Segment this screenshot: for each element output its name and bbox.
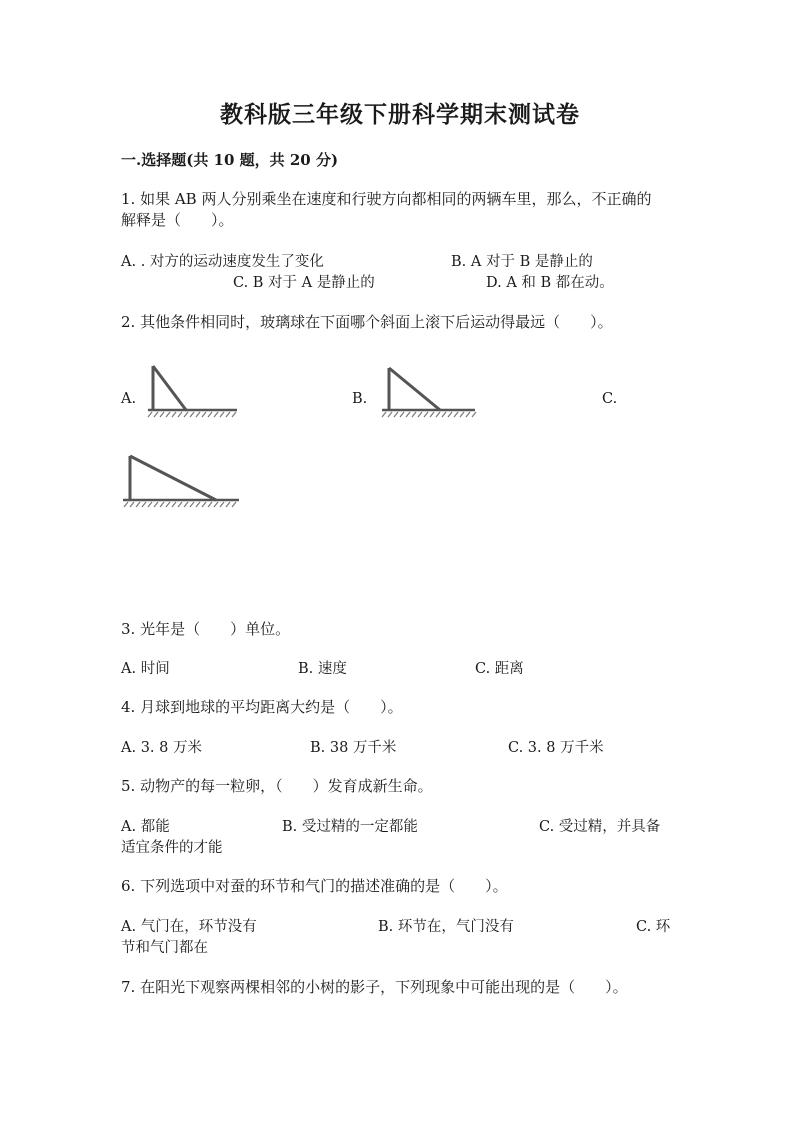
- question-6-option-b: B. 环节在，气门没有: [378, 919, 514, 935]
- question-3-line-1: 3. 光年是（ ）单位。: [121, 620, 291, 638]
- question-3-option-b: B. 速度: [298, 661, 347, 677]
- question-4-option-b: B. 38 万千米: [310, 740, 397, 756]
- question-4-option-c: C. 3. 8 万千米: [508, 740, 604, 756]
- question-1-line-1: 1. 如果 AB 两人分别乘坐在速度和行驶方向都相同的两辆车里，那么，不正确的: [121, 190, 652, 208]
- question-5-option-c: C. 受过精，并具备: [539, 819, 661, 835]
- question-3-option-a: A. 时间: [121, 661, 170, 677]
- question-1-line-2: 解释是（ ）。: [121, 211, 234, 229]
- question-6-option-a: A. 气门在，环节没有: [121, 919, 257, 935]
- section-heading: 一.选择题(共 10 题，共 20 分): [121, 151, 339, 169]
- question-1-option-d: D. A 和 B 都在动。: [486, 275, 614, 291]
- question-5-line-1: 5. 动物产的每一粒卵，（ ）发育成新生命。: [121, 777, 433, 795]
- question-1-option-a: A. . 对方的运动速度发生了变化: [121, 254, 324, 270]
- question-2-option-b: B.: [352, 391, 368, 407]
- page-title: 教科版三年级下册科学期末测试卷: [220, 101, 580, 128]
- slope-figure-a: [138, 362, 240, 422]
- question-5-option-a: A. 都能: [121, 819, 170, 835]
- question-6-option-c-continued: 节和气门都在: [121, 940, 208, 956]
- slope-figure-c: [120, 452, 242, 514]
- question-6-option-c: C. 环: [636, 919, 671, 935]
- question-4-option-a: A. 3. 8 万米: [121, 740, 202, 756]
- question-1-option-b: B. A 对于 B 是静止的: [451, 254, 593, 270]
- slope-figure-b: [374, 362, 478, 422]
- question-3-option-c: C. 距离: [475, 661, 524, 677]
- question-6-line-1: 6. 下列选项中对蚕的环节和气门的描述准确的是（ ）。: [121, 877, 508, 895]
- question-2-option-c: C.: [602, 391, 618, 407]
- question-5-option-b: B. 受过精的一定都能: [282, 819, 418, 835]
- question-7-line-1: 7. 在阳光下观察两棵相邻的小树的影子，下列现象中可能出现的是（ ）。: [121, 978, 628, 996]
- question-4-line-1: 4. 月球到地球的平均距离大约是（ ）。: [121, 698, 403, 716]
- question-1-option-c: C. B 对于 A 是静止的: [233, 275, 375, 291]
- question-2-option-a: A.: [121, 391, 137, 407]
- question-2-line-1: 2. 其他条件相同时，玻璃球在下面哪个斜面上滚下后运动得最远（ ）。: [121, 313, 613, 331]
- question-5-option-c-continued: 适宜条件的才能: [121, 840, 223, 856]
